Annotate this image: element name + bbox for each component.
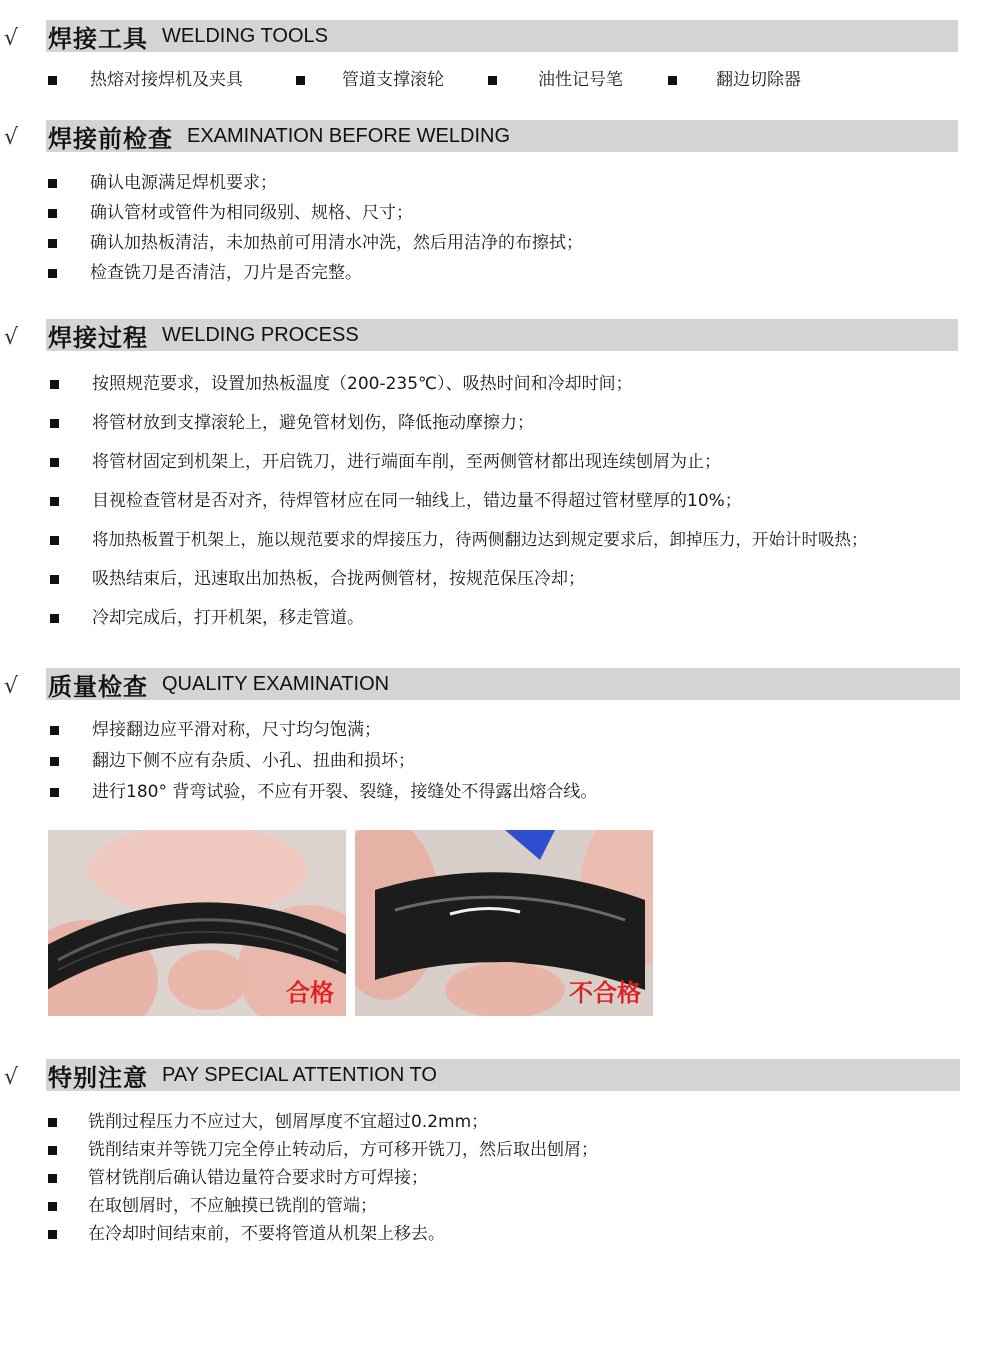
list-item: 翻边下侧不应有杂质、小孔、扭曲和损坏； (92, 751, 415, 771)
list-item: 确认电源满足焊机要求； (90, 173, 277, 193)
section-title-cn: 焊接前检查 (48, 124, 173, 153)
check-mark-icon: √ (4, 325, 19, 350)
bullet-icon (48, 239, 57, 248)
list-item: 目视检查管材是否对齐，待焊管材应在同一轴线上，错边量不得超过管材壁厚的10%； (92, 491, 742, 511)
list-item: 铣削结束并等铣刀完全停止转动后，方可移开铣刀，然后取出刨屑； (88, 1140, 598, 1160)
list-item: 油性记号笔 (538, 70, 623, 90)
bullet-icon (48, 269, 57, 278)
bullet-icon (50, 757, 59, 766)
bullet-icon (48, 1230, 57, 1239)
photo-fail (355, 830, 653, 1016)
section-title-en: WELDING TOOLS (162, 24, 328, 47)
list-item: 焊接翻边应平滑对称，尺寸均匀饱满； (92, 720, 381, 740)
bullet-icon (488, 76, 497, 85)
bullet-icon (48, 1146, 57, 1155)
bullet-icon (48, 1202, 57, 1211)
list-item: 在冷却时间结束前，不要将管道从机架上移去。 (88, 1224, 445, 1244)
photo-label-pass: 合格 (286, 979, 334, 1007)
bullet-icon (50, 614, 59, 623)
section-title-en: EXAMINATION BEFORE WELDING (187, 124, 510, 147)
list-item: 进行180° 背弯试验，不应有开裂、裂缝，接缝处不得露出熔合线。 (92, 782, 598, 802)
section-title-en: QUALITY EXAMINATION (162, 672, 390, 695)
bullet-icon (296, 76, 305, 85)
list-item: 翻边切除器 (716, 70, 801, 90)
bullet-icon (50, 380, 59, 389)
list-item: 按照规范要求，设置加热板温度（200-235℃）、吸热时间和冷却时间； (92, 374, 633, 394)
list-item: 在取刨屑时，不应触摸已铣削的管端； (88, 1196, 377, 1216)
list-item: 确认管材或管件为相同级别、规格、尺寸； (90, 203, 413, 223)
list-item: 冷却完成后，打开机架，移走管道。 (92, 608, 364, 628)
list-item: 管道支撑滚轮 (342, 70, 444, 90)
tools-list (0, 70, 1000, 94)
list-item: 管材铣削后确认错边量符合要求时方可焊接； (88, 1168, 428, 1188)
list-item: 铣削过程压力不应过大，刨屑厚度不宜超过0.2mm； (88, 1112, 489, 1132)
photo-pass (48, 830, 346, 1016)
list-item: 检查铣刀是否清洁，刀片是否完整。 (90, 263, 362, 283)
list-item: 将管材放到支撑滚轮上，避免管材划伤，降低拖动摩擦力； (92, 413, 534, 433)
section-header-process (46, 319, 958, 351)
bullet-icon (48, 1174, 57, 1183)
section-title-en: WELDING PROCESS (162, 323, 359, 346)
section-header-attention (46, 1059, 960, 1091)
section-title-cn: 焊接过程 (48, 323, 148, 352)
section-title-cn: 质量检查 (48, 672, 148, 701)
section-title-cn: 焊接工具 (48, 24, 148, 53)
list-item: 将加热板置于机架上，施以规范要求的焊接压力，待两侧翻边达到规定要求后，卸掉压力，开始计时吸热； (92, 530, 868, 549)
list-item: 确认加热板清洁，未加热前可用清水冲洗，然后用洁净的布擦拭； (90, 233, 583, 253)
bullet-icon (50, 726, 59, 735)
list-item: 热熔对接焊机及夹具 (90, 70, 243, 90)
section-title-cn: 特别注意 (48, 1063, 148, 1092)
bullet-icon (48, 179, 57, 188)
bullet-icon (50, 575, 59, 584)
list-item: 吸热结束后，迅速取出加热板，合拢两侧管材，按规范保压冷却； (92, 569, 585, 589)
bullet-icon (50, 458, 59, 467)
section-header-quality (46, 668, 960, 700)
bullet-icon (668, 76, 677, 85)
section-title-en: PAY SPECIAL ATTENTION TO (162, 1063, 437, 1086)
bullet-icon (48, 1118, 57, 1127)
bullet-icon (48, 76, 57, 85)
check-mark-icon: √ (4, 674, 19, 699)
section-header-exam-before (46, 120, 958, 152)
bullet-icon (50, 536, 59, 545)
section-header-tools (46, 20, 958, 52)
check-mark-icon: √ (4, 1065, 19, 1090)
photo-label-fail: 不合格 (569, 979, 641, 1007)
bullet-icon (50, 497, 59, 506)
bullet-icon (50, 419, 59, 428)
check-mark-icon: √ (4, 125, 19, 150)
bullet-icon (50, 788, 59, 797)
list-item: 将管材固定到机架上，开启铣刀，进行端面车削，至两侧管材都出现连续刨屑为止； (92, 452, 721, 472)
bullet-icon (48, 209, 57, 218)
check-mark-icon: √ (4, 26, 19, 51)
